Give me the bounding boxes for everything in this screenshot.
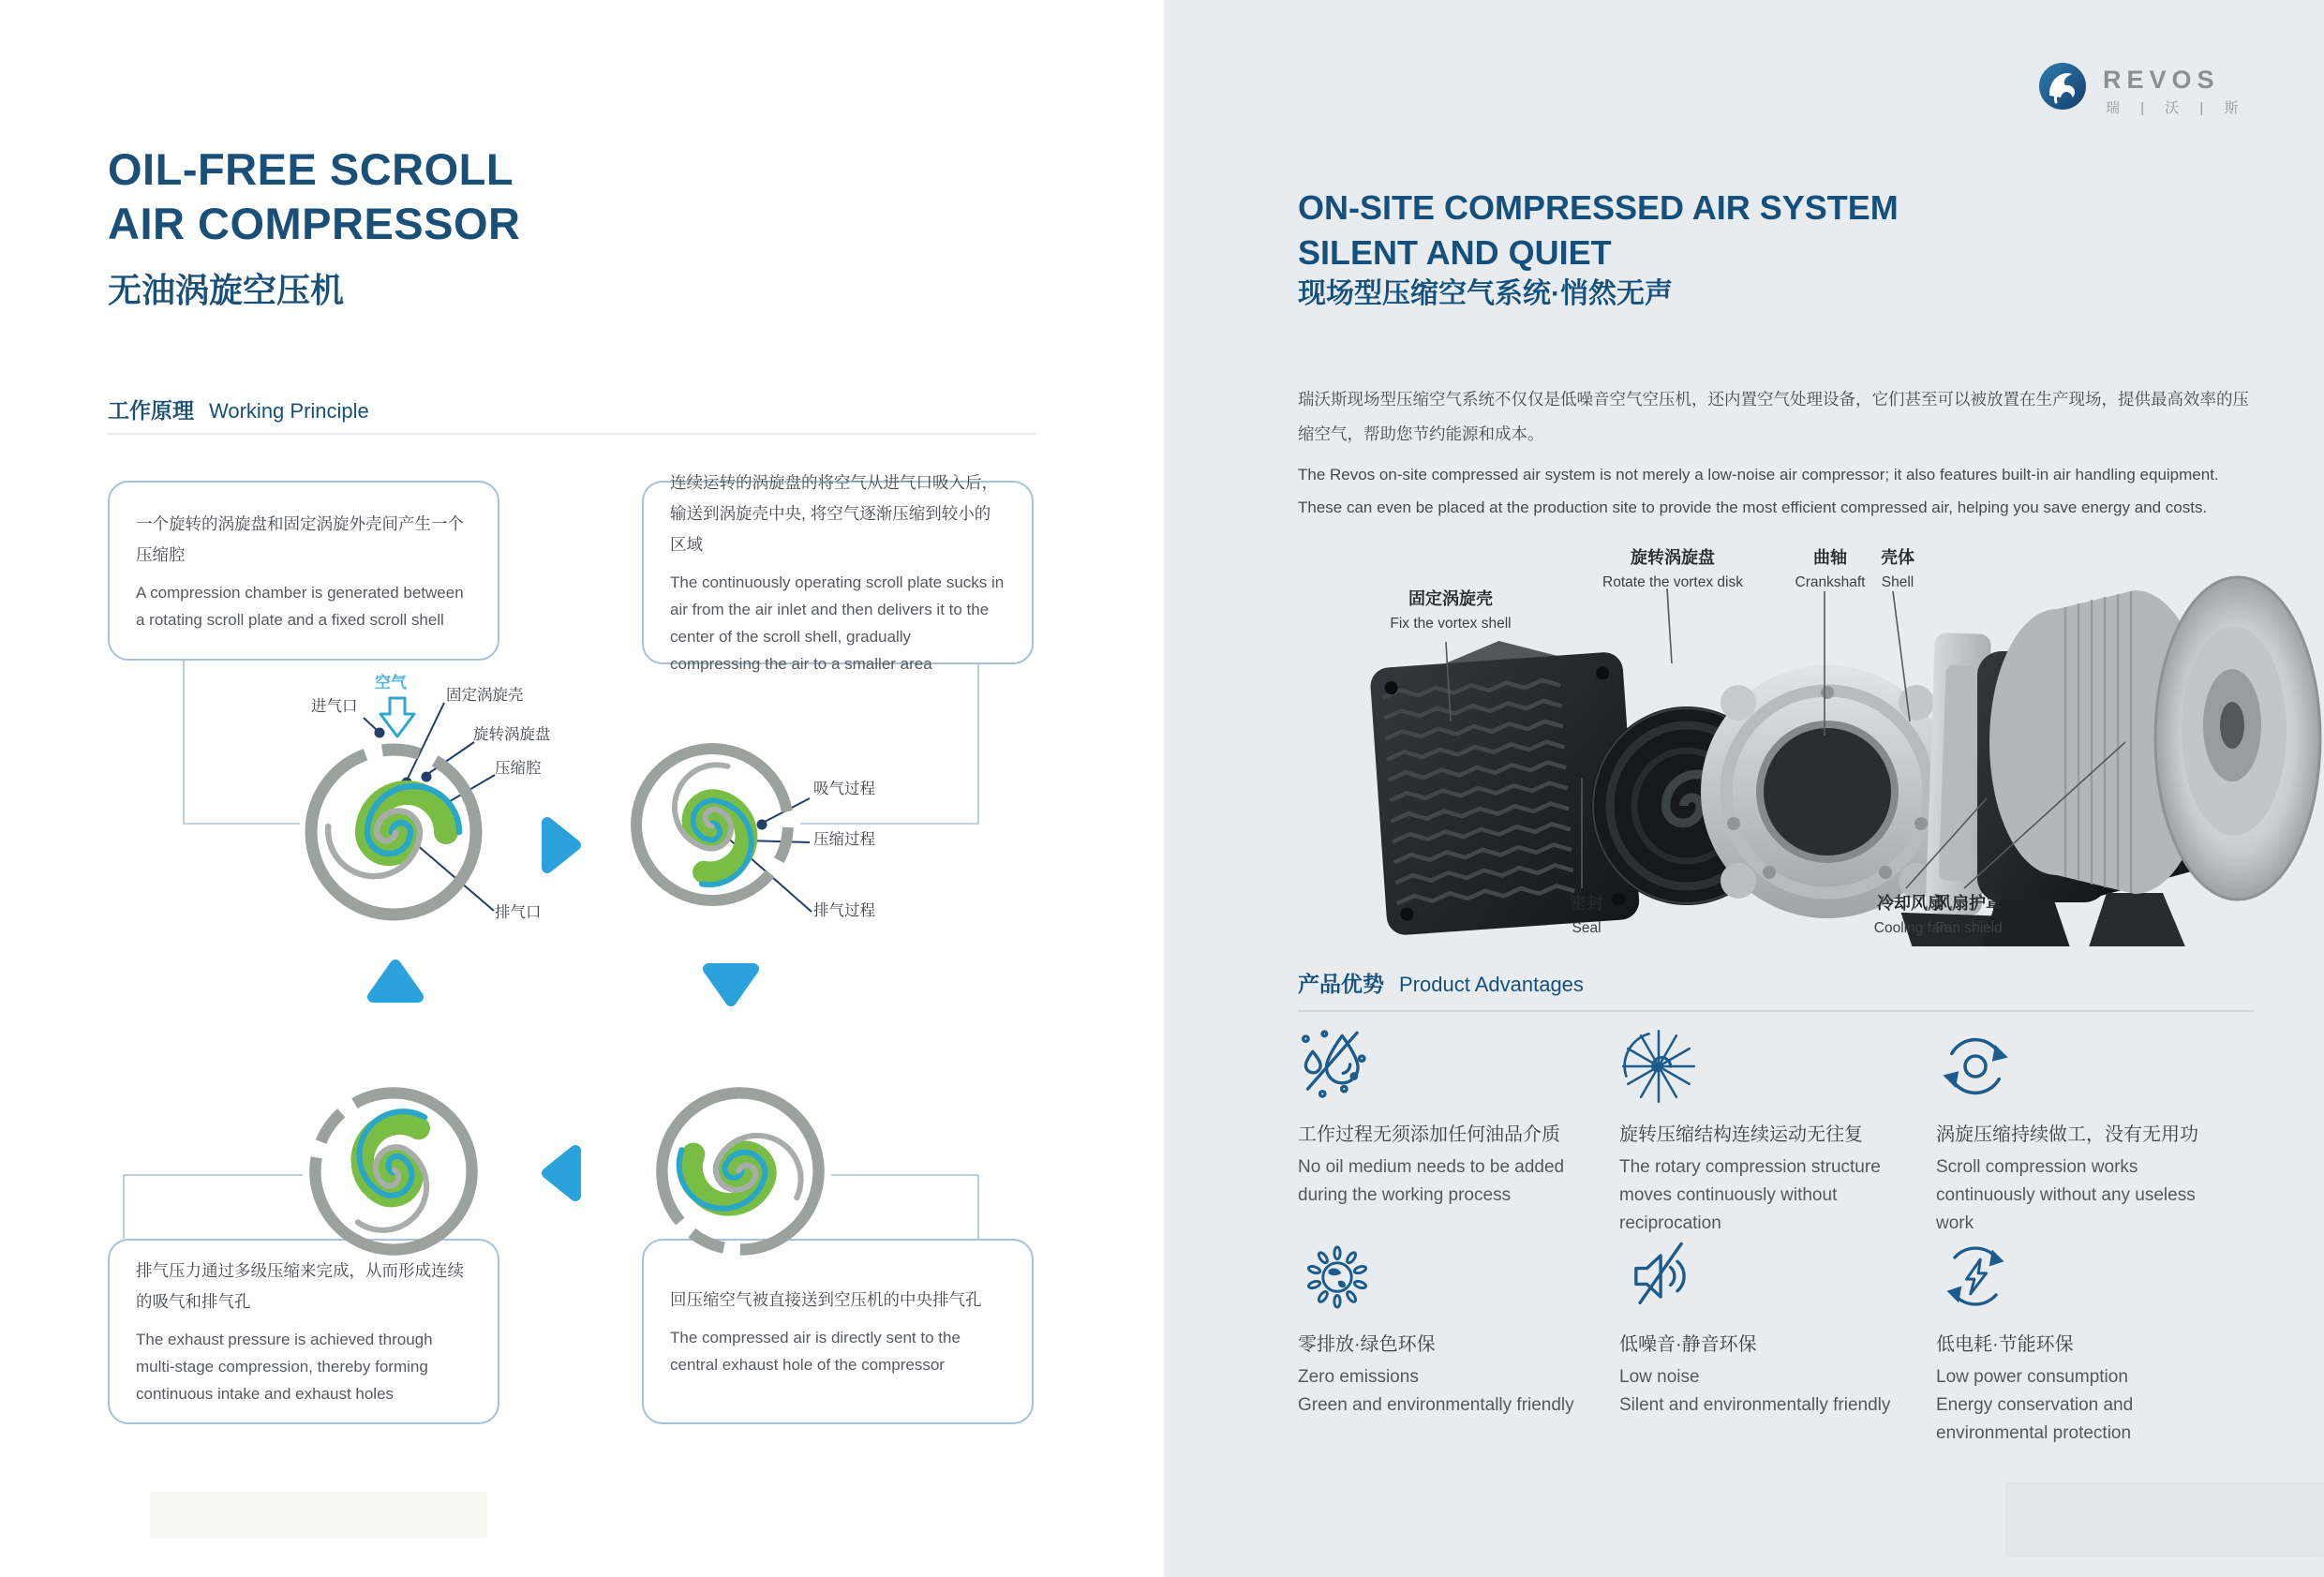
arrow-down-icon bbox=[699, 958, 763, 1010]
right-title-line1: ON-SITE COMPRESSED AIR SYSTEM bbox=[1298, 188, 1899, 227]
inlet-label: 进气口 bbox=[311, 698, 358, 715]
label-fixed-scroll-en: Fix the vortex shell bbox=[1390, 616, 1512, 632]
label-cooling-fan-cn: 冷却风扇 bbox=[1877, 894, 1944, 913]
rotary-structure-icon bbox=[1619, 1027, 1698, 1106]
arrow-left-icon bbox=[536, 1143, 588, 1203]
principle-box-3-en: The exhaust pressure is achieved through multi-stage compression, thereby forming continuous intake and exhaust holes bbox=[136, 1331, 433, 1403]
advantage-1-cn: 工作过程无须添加任何油品介质 bbox=[1298, 1124, 1560, 1145]
label-cooling-fan-en: Cooling fan bbox=[1873, 920, 1948, 936]
label-rotating-scroll-cn: 旋转涡旋盘 bbox=[1631, 548, 1715, 567]
advantage-6-cn: 低电耗·节能环保 bbox=[1936, 1334, 2074, 1355]
advantage-4-cn: 零排放·绿色环保 bbox=[1298, 1334, 1436, 1355]
principle-box-4-en: The compressed air is directly sent to the central exhaust hole of the compressor bbox=[670, 1329, 961, 1374]
advantage-5-cn: 低噪音·静音环保 bbox=[1619, 1334, 1757, 1355]
label-fan-shield bbox=[1880, 890, 2058, 937]
principle-box-3-cn: 排气压力通过多级压缩来完成，从而形成连续的吸气和排气孔 bbox=[136, 1261, 464, 1311]
arrow-right-icon bbox=[534, 815, 587, 875]
advantage-item-5 bbox=[1619, 1237, 1914, 1420]
arrow-up-icon bbox=[364, 956, 427, 1008]
advantage-3-en: Scroll compression works continuously without any useless work bbox=[1936, 1157, 2196, 1233]
advantage-item-3 bbox=[1936, 1027, 2231, 1238]
page-title-cn: 无油涡旋空压机 bbox=[108, 271, 345, 309]
label-seal-cn: 密封 bbox=[1570, 894, 1603, 913]
scroll-diagram-step4 bbox=[305, 1082, 483, 1260]
working-principle-en: Working Principle bbox=[209, 399, 369, 423]
product-advantages-cn: 产品优势 bbox=[1298, 972, 1384, 996]
energy-cycle-icon bbox=[1936, 1237, 2015, 1316]
advantage-item-2 bbox=[1619, 1027, 1914, 1238]
product-advantages-heading bbox=[1298, 967, 1584, 998]
outlet-label: 排气口 bbox=[495, 904, 542, 921]
advantage-4-en: Zero emissions bbox=[1298, 1367, 1419, 1387]
advantage-3-cn: 涡旋压缩持续做工，没有无用功 bbox=[1936, 1124, 2198, 1145]
advantage-item-4 bbox=[1298, 1237, 1593, 1420]
principle-box-1-cn: 一个旋转的涡旋盘和固定涡旋外壳间产生一个压缩腔 bbox=[136, 513, 464, 564]
revos-logo-icon bbox=[2036, 60, 2089, 112]
page-title-line2: AIR COMPRESSOR bbox=[108, 199, 521, 248]
advantage-5-en2: Silent and environmentally friendly bbox=[1619, 1395, 1891, 1415]
label-fan-shield-en: Fan shield bbox=[1935, 920, 2003, 936]
part-fan-shield bbox=[2155, 577, 2320, 900]
logo-text-cn: 瑞 | 沃 | 斯 bbox=[2106, 100, 2247, 116]
rotating-scroll-label: 旋转涡旋盘 bbox=[473, 726, 551, 743]
chamber-label: 压缩腔 bbox=[495, 760, 542, 777]
advantage-2-en: The rotary compression structure moves continuously without reciprocation bbox=[1619, 1157, 1881, 1233]
principle-box-2-cn: 连续运转的涡旋盘的将空气从进气口吸入后，输送到涡旋壳中央, 将空气逐渐压缩到较小的区域 bbox=[670, 473, 998, 554]
fixed-scroll-label: 固定涡旋壳 bbox=[446, 687, 524, 704]
mute-speaker-icon bbox=[1619, 1237, 1698, 1316]
product-advantages-en: Product Advantages bbox=[1399, 973, 1584, 996]
exhaust-process-label: 排气过程 bbox=[813, 902, 875, 919]
scroll-diagram-step3 bbox=[651, 1082, 829, 1260]
air-label: 空气 bbox=[375, 674, 407, 692]
advantage-item-1 bbox=[1298, 1027, 1593, 1210]
label-rotating-scroll-en: Rotate the vortex disk bbox=[1602, 574, 1743, 590]
advantage-6-en2: Energy conservation and environmental protection bbox=[1936, 1395, 2134, 1443]
label-crankshaft-cn: 曲轴 bbox=[1813, 548, 1847, 567]
intro-paragraph-cn: 瑞沃斯现场型压缩空气系统不仅仅是低噪音空气空压机，还内置空气处理设备，它们甚至可以被放置在生产现场，提供最高效率的压缩空气，帮助您节约能源和成本。 bbox=[1298, 390, 2249, 443]
air-inlet-arrow-icon bbox=[377, 695, 418, 742]
principle-box-2-en: The continuously operating scroll plate sucks in air from the air inlet and then delivers it to the center of the scroll shell, gradually compressing the air to a smaller area bbox=[670, 573, 1005, 673]
principle-box-4-cn: 回压缩空气被直接送到空压机的中央排气孔 bbox=[670, 1290, 982, 1309]
right-title bbox=[1298, 186, 1899, 275]
suction-process-label: 吸气过程 bbox=[813, 781, 875, 797]
page-title-line1: OIL-FREE SCROLL bbox=[108, 144, 514, 194]
scroll-diagram-step2 bbox=[626, 738, 798, 911]
advantage-1-en: No oil medium needs to be added during the working process bbox=[1298, 1157, 1565, 1205]
label-fixed-scroll-cn: 固定涡旋壳 bbox=[1408, 589, 1493, 608]
right-title-cn: 现场型压缩空气系统·悄然无声 bbox=[1298, 278, 1673, 309]
advantages-divider bbox=[1298, 1010, 2254, 1012]
advantage-2-cn: 旋转压缩结构连续运动无往复 bbox=[1619, 1124, 1863, 1145]
label-fan-shield-cn: 风扇护罩 bbox=[1935, 894, 2003, 913]
compression-process-label: 压缩过程 bbox=[813, 831, 875, 848]
right-page bbox=[1164, 0, 2324, 1577]
label-shell bbox=[1809, 544, 1987, 591]
label-seal bbox=[1497, 890, 1676, 937]
part-rotating-scroll-plate bbox=[1701, 665, 1954, 918]
working-principle-cn: 工作原理 bbox=[108, 398, 194, 423]
label-seal-en: Seal bbox=[1572, 920, 1601, 936]
eco-globe-icon bbox=[1298, 1237, 1377, 1316]
footer-watermark bbox=[150, 1492, 487, 1539]
advantage-4-en2: Green and environmentally friendly bbox=[1298, 1395, 1574, 1415]
advantage-item-6 bbox=[1936, 1237, 2231, 1448]
label-rotating-scroll bbox=[1584, 544, 1762, 591]
footer-box bbox=[2005, 1482, 2324, 1557]
label-shell-cn: 壳体 bbox=[1881, 548, 1914, 567]
right-title-line2: SILENT AND QUIET bbox=[1298, 233, 1612, 272]
intro-paragraph-en: The Revos on-site compressed air system is not merely a low-noise air compressor; it also features built-in air handling equipment. These can even be placed at the production site to provide the most efficient compressed air, helping you save energy and costs. bbox=[1298, 466, 2219, 516]
label-fixed-scroll bbox=[1362, 586, 1540, 632]
continuous-rotation-icon bbox=[1936, 1027, 2015, 1106]
label-crankshaft-en: Crankshaft bbox=[1795, 574, 1866, 590]
advantage-6-en: Low power consumption bbox=[1936, 1367, 2128, 1387]
no-oil-icon bbox=[1298, 1027, 1377, 1106]
principle-box-1-en: A compression chamber is generated between a rotating scroll plate and a fixed scroll shell bbox=[136, 583, 464, 629]
scroll-diagram-step1 bbox=[300, 738, 487, 926]
logo-text: REVOS bbox=[2103, 66, 2220, 94]
advantage-5-en: Low noise bbox=[1619, 1367, 1700, 1387]
label-shell-en: Shell bbox=[1881, 574, 1914, 590]
